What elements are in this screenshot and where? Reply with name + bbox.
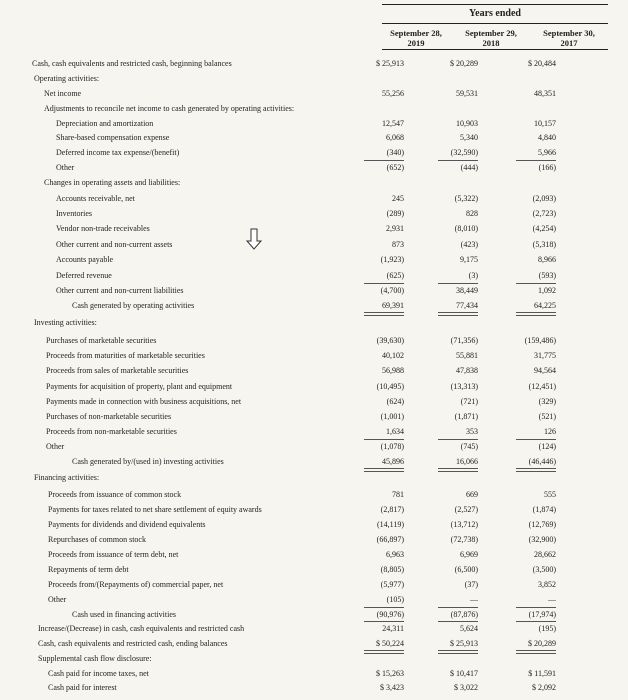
table-row xyxy=(0,349,628,363)
row-value: 1,092 xyxy=(538,286,556,295)
table-row xyxy=(0,471,628,485)
row-value: (13,712) xyxy=(450,520,478,529)
row-value: (289) xyxy=(386,209,404,218)
row-label: Proceeds from maturities of marketable securities xyxy=(46,351,205,360)
row-label: Proceeds from issuance of common stock xyxy=(48,490,182,499)
row-value: (1,001) xyxy=(380,412,404,421)
row-value: (5,318) xyxy=(532,240,556,249)
row-label: Repurchases of common stock xyxy=(48,535,146,544)
row-value: 8,966 xyxy=(538,255,556,264)
row-label: Payments for taxes related to net share settlement of equity awards xyxy=(48,505,262,514)
row-value: 16,066 xyxy=(456,457,478,466)
years-ended-header: Years ended xyxy=(469,8,521,19)
row-value: (340) xyxy=(386,148,404,157)
row-value: (14,119) xyxy=(376,520,404,529)
header-bottom-rule xyxy=(382,49,608,50)
row-value: 555 xyxy=(544,490,556,499)
row-value: $ 20,289 xyxy=(528,639,556,648)
row-value: (625) xyxy=(386,271,404,280)
row-label: Deferred income tax expense/(benefit) xyxy=(56,148,180,157)
row-label: Supplemental cash flow disclosure: xyxy=(38,654,152,663)
row-label: Cash used in financing activities xyxy=(72,610,176,619)
table-row xyxy=(0,102,628,116)
cursor-arrow-icon xyxy=(244,228,264,250)
row-value: 64,225 xyxy=(534,301,556,310)
row-value: (32,900) xyxy=(528,535,556,544)
row-value: — xyxy=(470,595,478,604)
table-row xyxy=(0,548,628,562)
row-value: 94,564 xyxy=(534,366,556,375)
table-row xyxy=(0,131,628,145)
row-label: Cash generated by operating activities xyxy=(72,301,195,310)
row-label: Cash paid for income taxes, net xyxy=(48,669,149,678)
row-value: 6,969 xyxy=(460,550,478,559)
row-value: (745) xyxy=(460,442,478,451)
row-value: (624) xyxy=(386,397,404,406)
row-label: Vendor non-trade receivables xyxy=(56,224,150,233)
row-value: (1,871) xyxy=(454,412,478,421)
row-value: 45,896 xyxy=(382,457,404,466)
row-label: Proceeds from non-marketable securities xyxy=(46,427,177,436)
row-value: (10,495) xyxy=(376,382,404,391)
subtotal-underline xyxy=(364,621,404,622)
row-value: (17,974) xyxy=(528,610,556,619)
row-value: 31,775 xyxy=(534,351,556,360)
row-value: (652) xyxy=(386,163,404,172)
row-value: 55,881 xyxy=(456,351,478,360)
row-label: Investing activities: xyxy=(34,318,97,327)
row-value: 24,311 xyxy=(382,624,404,633)
row-value: 6,068 xyxy=(386,133,404,142)
row-label: Adjustments to reconcile net income to cash generated by operating activities: xyxy=(44,104,295,113)
row-value: (159,486) xyxy=(524,336,556,345)
row-value: (8,010) xyxy=(454,224,478,233)
row-label: Cash paid for interest xyxy=(48,683,117,692)
row-value: (12,451) xyxy=(528,382,556,391)
subtotal-underline xyxy=(516,621,556,622)
row-label: Cash generated by/(used in) investing activities xyxy=(72,457,224,466)
table-row xyxy=(0,222,628,236)
row-value: (2,093) xyxy=(532,194,556,203)
table-row xyxy=(0,364,628,378)
header-top-rule xyxy=(382,4,608,5)
row-value: 38,449 xyxy=(456,286,478,295)
table-row xyxy=(0,117,628,131)
row-value: $ 20,484 xyxy=(528,59,556,68)
row-value: 40,102 xyxy=(382,351,404,360)
row-label: Purchases of non-marketable securities xyxy=(46,412,172,421)
table-row xyxy=(0,161,628,175)
row-value: (444) xyxy=(460,163,478,172)
table-row xyxy=(0,299,628,313)
row-value: 47,838 xyxy=(456,366,478,375)
subtotal-underline xyxy=(516,160,556,161)
row-value: 669 xyxy=(466,490,478,499)
row-value: $ 20,289 xyxy=(450,59,478,68)
row-value: (1,874) xyxy=(532,505,556,514)
row-value: (4,700) xyxy=(380,286,404,295)
row-value: 9,175 xyxy=(460,255,478,264)
table-row xyxy=(0,146,628,160)
table-row xyxy=(0,440,628,454)
table-row xyxy=(0,518,628,532)
row-value: (593) xyxy=(538,271,556,280)
table-row xyxy=(0,410,628,424)
row-value: (37) xyxy=(464,580,478,589)
table-row xyxy=(0,57,628,71)
row-value: (2,723) xyxy=(532,209,556,218)
table-row xyxy=(0,253,628,267)
table-row xyxy=(0,207,628,221)
row-label: Proceeds from/(Repayments of) commercial paper, net xyxy=(48,580,224,589)
row-value: (46,446) xyxy=(528,457,556,466)
table-row xyxy=(0,533,628,547)
row-label: Repayments of term debt xyxy=(48,565,129,574)
column-header-2019: September 28, 2019 xyxy=(390,28,442,48)
subtotal-underline xyxy=(516,439,556,440)
row-value: 5,624 xyxy=(460,624,478,633)
subtotal-underline xyxy=(438,283,478,284)
row-value: 55,256 xyxy=(382,89,404,98)
row-label: Other xyxy=(56,163,75,172)
row-value: 781 xyxy=(392,490,404,499)
subtotal-underline xyxy=(438,439,478,440)
row-value: $ 25,913 xyxy=(376,59,404,68)
row-value: (5,322) xyxy=(454,194,478,203)
row-value: 2,931 xyxy=(386,224,404,233)
row-value: (66,897) xyxy=(376,535,404,544)
row-value: 5,966 xyxy=(538,148,556,157)
row-value: 126 xyxy=(544,427,556,436)
row-value: 6,963 xyxy=(386,550,404,559)
row-value: 69,391 xyxy=(382,301,404,310)
table-row xyxy=(0,269,628,283)
row-label: Net income xyxy=(44,89,82,98)
table-row xyxy=(0,593,628,607)
row-label: Payments for acquisition of property, plant and equipment xyxy=(46,382,233,391)
row-value: (1,923) xyxy=(380,255,404,264)
table-row xyxy=(0,334,628,348)
header-mid-rule xyxy=(382,23,608,24)
table-row xyxy=(0,637,628,651)
table-row xyxy=(0,563,628,577)
row-label: Operating activities: xyxy=(34,74,100,83)
subtotal-underline xyxy=(364,439,404,440)
subtotal-underline xyxy=(438,160,478,161)
row-value: (721) xyxy=(460,397,478,406)
row-value: 828 xyxy=(466,209,478,218)
table-row xyxy=(0,284,628,298)
row-label: Payments made in connection with business acquisitions, net xyxy=(46,397,242,406)
table-row xyxy=(0,380,628,394)
row-value: (166) xyxy=(538,163,556,172)
subtotal-underline xyxy=(364,607,404,608)
row-value: 48,351 xyxy=(534,89,556,98)
row-value: (71,356) xyxy=(450,336,478,345)
row-value: (4,254) xyxy=(532,224,556,233)
row-label: Cash, cash equivalents and restricted cash, beginning balances xyxy=(32,59,232,68)
subtotal-underline xyxy=(516,283,556,284)
subtotal-underline xyxy=(364,160,404,161)
row-label: Depreciation and amortization xyxy=(56,119,154,128)
row-label: Accounts payable xyxy=(56,255,114,264)
row-value: 56,988 xyxy=(382,366,404,375)
row-label: Other current and non-current assets xyxy=(56,240,173,249)
row-value: $ 50,224 xyxy=(376,639,404,648)
row-label: Changes in operating assets and liabilities: xyxy=(44,178,181,187)
row-value: 353 xyxy=(466,427,478,436)
table-row xyxy=(0,667,628,681)
table-row xyxy=(0,578,628,592)
row-value: (87,876) xyxy=(450,610,478,619)
row-value: $ 25,913 xyxy=(450,639,478,648)
row-value: 3,852 xyxy=(538,580,556,589)
row-label: Other xyxy=(48,595,67,604)
row-value: 873 xyxy=(392,240,404,249)
row-label: Other current and non-current liabilities xyxy=(56,286,184,295)
table-row xyxy=(0,652,628,666)
row-value: (3) xyxy=(468,271,478,280)
row-value: 5,340 xyxy=(460,133,478,142)
row-value: $ 3,022 xyxy=(454,683,478,692)
subtotal-underline xyxy=(438,607,478,608)
row-value: — xyxy=(548,595,556,604)
row-value: (13,313) xyxy=(450,382,478,391)
row-label: Increase/(Decrease) in cash, cash equivalents and restricted cash xyxy=(38,624,245,633)
row-label: Share-based compensation expense xyxy=(56,133,170,142)
row-label: Deferred revenue xyxy=(56,271,112,280)
table-row xyxy=(0,681,628,695)
table-row xyxy=(0,72,628,86)
table-row xyxy=(0,425,628,439)
subtotal-underline xyxy=(364,283,404,284)
row-value: (3,500) xyxy=(532,565,556,574)
row-value: 28,662 xyxy=(534,550,556,559)
row-label: Proceeds from sales of marketable securities xyxy=(46,366,189,375)
row-value: $ 3,423 xyxy=(380,683,404,692)
row-value: (12,769) xyxy=(528,520,556,529)
row-label: Cash, cash equivalents and restricted cash, ending balances xyxy=(38,639,228,648)
row-label: Inventories xyxy=(56,209,92,218)
row-value: (90,976) xyxy=(376,610,404,619)
row-value: (1,078) xyxy=(380,442,404,451)
table-row xyxy=(0,622,628,636)
column-header-2018: September 29, 2018 xyxy=(465,28,517,48)
row-value: 4,840 xyxy=(538,133,556,142)
table-row xyxy=(0,503,628,517)
row-value: 12,547 xyxy=(382,119,404,128)
column-header-2017: September 30, 2017 xyxy=(543,28,595,48)
row-value: 1,634 xyxy=(386,427,404,436)
row-value: $ 15,263 xyxy=(376,669,404,678)
row-label: Accounts receivable, net xyxy=(56,194,135,203)
table-row xyxy=(0,238,628,252)
table-row xyxy=(0,488,628,502)
row-value: $ 2,092 xyxy=(532,683,556,692)
row-label: Financing activities: xyxy=(34,473,100,482)
table-row xyxy=(0,176,628,190)
table-row xyxy=(0,192,628,206)
row-value: $ 11,591 xyxy=(528,669,556,678)
row-value: 245 xyxy=(392,194,404,203)
row-value: (2,527) xyxy=(454,505,478,514)
table-row xyxy=(0,316,628,330)
row-label: Other xyxy=(46,442,65,451)
row-value: (32,590) xyxy=(450,148,478,157)
row-label: Purchases of marketable securities xyxy=(46,336,157,345)
row-label: Proceeds from issuance of term debt, net xyxy=(48,550,179,559)
table-row xyxy=(0,87,628,101)
subtotal-underline xyxy=(438,621,478,622)
row-value: $ 10,417 xyxy=(450,669,478,678)
row-value: (521) xyxy=(538,412,556,421)
row-value: (423) xyxy=(460,240,478,249)
row-value: 10,903 xyxy=(456,119,478,128)
subtotal-underline xyxy=(516,607,556,608)
table-row xyxy=(0,455,628,469)
row-value: (8,805) xyxy=(380,565,404,574)
row-value: (195) xyxy=(538,624,556,633)
row-value: (39,630) xyxy=(376,336,404,345)
table-row xyxy=(0,395,628,409)
row-value: (5,977) xyxy=(380,580,404,589)
row-value: 10,157 xyxy=(534,119,556,128)
row-value: (329) xyxy=(538,397,556,406)
row-value: (105) xyxy=(386,595,404,604)
table-row xyxy=(0,608,628,622)
row-value: (6,500) xyxy=(454,565,478,574)
row-value: 59,531 xyxy=(456,89,478,98)
row-value: (124) xyxy=(538,442,556,451)
row-value: (2,817) xyxy=(380,505,404,514)
row-label: Payments for dividends and dividend equivalents xyxy=(48,520,206,529)
row-value: (72,738) xyxy=(450,535,478,544)
row-value: 77,434 xyxy=(456,301,478,310)
